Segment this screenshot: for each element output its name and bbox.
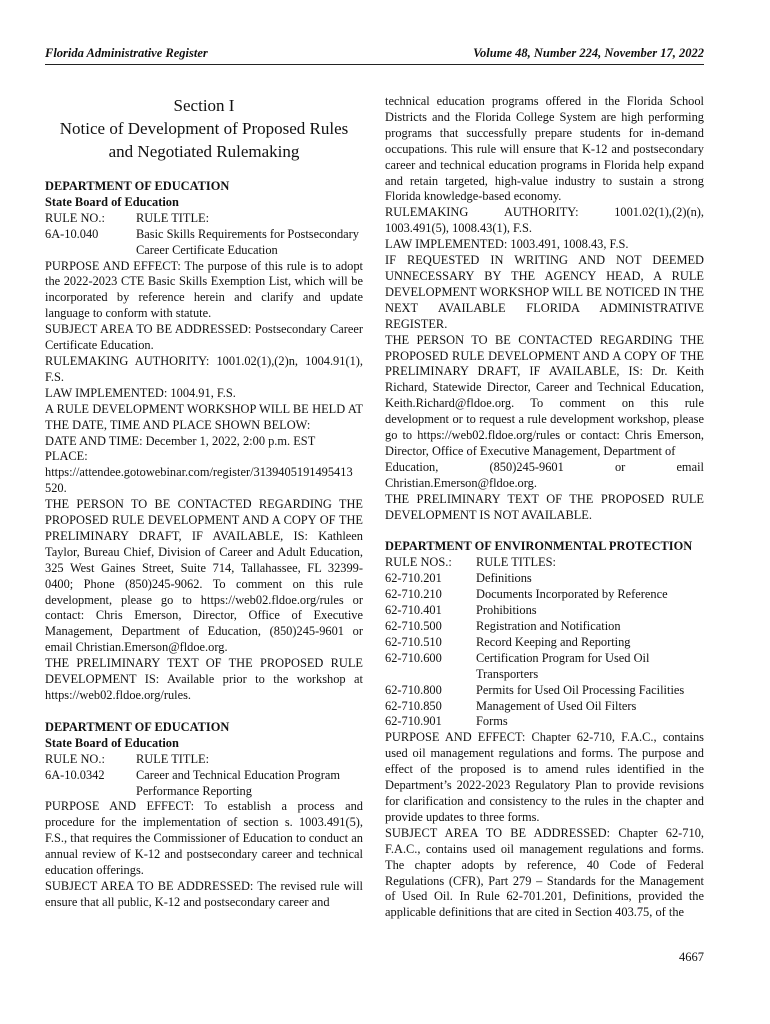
workshop-place-link-cont[interactable]: 520.	[45, 481, 67, 496]
rule-list-item	[385, 635, 704, 651]
rule-no: 6A-10.040	[45, 226, 99, 241]
rule-list-item	[385, 699, 704, 715]
rule-title: Prohibitions	[476, 603, 537, 618]
section-title-line2: Notice of Development of Proposed Rules	[59, 119, 349, 138]
purpose-and-effect: PURPOSE AND EFFECT: To establish a process and procedure for the implementation of section s. 1003.491(5), F.S., that requires the Commissioner of Education to conduct an annual review of K-12 and postsecondary career and technical education offerings.	[45, 799, 363, 878]
rule-no: 62-710.401	[385, 603, 442, 618]
rule-no: 62-710.850	[385, 698, 442, 713]
subject-area: SUBJECT AREA TO BE ADDRESSED: Chapter 62-710, F.A.C., contains used oil management regulations and forms. The chapter adopts by reference, 40 Code of Federal Regulations (CFR), Part 279 – Standards for the Management of Used Oil. In Rule 62-701.201, Definitions, provided the applicable definitions that are cited in Section 403.75, of the	[385, 825, 704, 920]
contact-email[interactable]: Christian.Emerson@fldoe.org.	[385, 475, 537, 490]
notice-environmental-protection	[385, 539, 704, 921]
rule-no: 62-710.901	[385, 714, 442, 729]
rule-title: Forms	[476, 714, 508, 729]
rule-no: 6A-10.0342	[45, 767, 105, 782]
workshop-place-label: PLACE:	[45, 449, 88, 464]
rule-value-row	[45, 227, 363, 259]
rulemaking-authority: RULEMAKING AUTHORITY: 1001.02(1),(2)n, 1004.91(1), F.S.	[45, 353, 363, 384]
rule-no: 62-710.210	[385, 587, 442, 602]
section-title	[45, 94, 363, 163]
purpose-and-effect: PURPOSE AND EFFECT: Chapter 62-710, F.A.C., contains used oil management regulations and forms. The purpose and effect of the proposed is to amend rules identified in the Department’s 2022-2023 Regulatory Plan to provide revisions for clarification and consistency to the rules in the chapter and provide updates to three forms.	[385, 730, 704, 824]
rule-no: 62-710.510	[385, 634, 442, 649]
rule-label-row	[45, 211, 363, 227]
spacer	[385, 523, 704, 539]
authority-label: AUTHORITY:	[503, 205, 579, 220]
rulemaking-label: RULEMAKING	[385, 205, 469, 220]
law-implemented: LAW IMPLEMENTED: 1004.91, F.S.	[45, 385, 236, 400]
rule-title-label: RULE TITLE:	[136, 751, 210, 766]
contact-person: THE PERSON TO BE CONTACTED REGARDING THE PROPOSED RULE DEVELOPMENT AND A COPY OF THE PRELIMINARY DRAFT, IF AVAILABLE, IS: Kathleen Taylor, Bureau Chief, Division of Career and Adult Education, 325 West Gaines Street, Suite 714, Tallahassee, FL 32399-0400; Phone (850)245-9062. To comment on this rule development, please go to https://web02.fldoe.org/rules or contact: Chris Emerson, Director, Office of Executive Management, Department of Education, (850)245-9601 or email Christian.Emerson@fldoe.org.	[45, 497, 363, 655]
rule-label-row	[45, 752, 363, 768]
contact-or: or	[614, 459, 626, 474]
contact-phone-row	[385, 460, 704, 476]
notice-education-6a-10-0342-cont	[385, 94, 704, 523]
left-column	[45, 94, 363, 911]
rule-no-label: RULE NO.:	[45, 210, 105, 225]
rule-list-item	[385, 619, 704, 635]
rule-list	[385, 571, 704, 730]
authority-value: 1001.02(1),(2)(n),	[614, 205, 704, 220]
department-heading: DEPARTMENT OF ENVIRONMENTAL PROTECTION	[385, 539, 693, 554]
rule-no: 62-710.500	[385, 619, 442, 633]
department-heading: DEPARTMENT OF EDUCATION	[45, 719, 230, 734]
page-number: 4667	[679, 950, 704, 964]
section-title-line1: Section I	[173, 96, 235, 115]
workshop-request-notice: IF REQUESTED IN WRITING AND NOT DEEMED UNNECESSARY BY THE AGENCY HEAD, A RULE DEVELOPMENT WORKSHOP WILL BE NOTICED IN THE NEXT AVAILABLE FLORIDA ADMINISTRATIVE REGISTER.	[385, 253, 704, 331]
header-divider	[45, 64, 704, 65]
rule-no: 62-710.201	[385, 571, 442, 586]
spacer	[45, 704, 363, 720]
law-implemented: LAW IMPLEMENTED: 1003.491, 1008.43, F.S.	[385, 237, 629, 252]
rule-label-row	[385, 555, 704, 571]
rule-list-item	[385, 587, 704, 603]
rule-title: Certification Program for Used Oil Transporters	[476, 650, 650, 681]
department-heading: DEPARTMENT OF EDUCATION	[45, 179, 230, 193]
notice-education-6a-10-0342	[45, 720, 363, 911]
rule-list-item	[385, 714, 704, 730]
section-title-line3: and Negotiated Rulemaking	[108, 142, 300, 161]
rule-nos-label: RULE NOS.:	[385, 555, 452, 570]
workshop-date-time: DATE AND TIME: December 1, 2022, 2:00 p.m. EST	[45, 433, 316, 448]
workshop-notice: A RULE DEVELOPMENT WORKSHOP WILL BE HELD AT THE DATE, TIME AND PLACE SHOWN BELOW:	[45, 401, 363, 432]
rule-no: 62-710.600	[385, 650, 442, 665]
right-column	[385, 94, 704, 921]
rule-value-row	[45, 768, 363, 800]
subject-area: SUBJECT AREA TO BE ADDRESSED: Postsecondary Career Certificate Education.	[45, 322, 363, 353]
preliminary-text: THE PRELIMINARY TEXT OF THE PROPOSED RULE DEVELOPMENT IS: Available prior to the workshop at https://web02.fldoe.org/rules.	[45, 656, 363, 702]
rule-title: Documents Incorporated by Reference	[476, 587, 668, 602]
rule-title: Record Keeping and Reporting	[476, 634, 631, 649]
subject-area-start: SUBJECT AREA TO BE ADDRESSED: The revised rule will ensure that all public, K-12 and postsecondary career and	[45, 878, 363, 909]
contact-person: THE PERSON TO BE CONTACTED REGARDING THE PROPOSED RULE DEVELOPMENT AND A COPY OF THE PRELIMINARY DRAFT, IF AVAILABLE, IS: Dr. Keith Richard, Statewide Director, Career and Technical Education, Keith.Richard@fldoe.org. To comment on this rule development or to request a rule development workshop, please go to https://web02.fldoe.org/rules or contact: Chris Emerson, Director, Office of Executive Management, Department of	[385, 332, 704, 458]
preliminary-text: THE PRELIMINARY TEXT OF THE PROPOSED RULE DEVELOPMENT IS NOT AVAILABLE.	[385, 491, 704, 522]
notice-education-6a-10-040	[45, 179, 363, 704]
rule-list-item	[385, 683, 704, 699]
running-header-title: Florida Administrative Register	[45, 46, 208, 60]
rule-title: Definitions	[476, 571, 532, 586]
running-header-issue: Volume 48, Number 224, November 17, 2022	[473, 46, 704, 60]
rule-list-item	[385, 571, 704, 587]
rule-title: Registration and Notification	[476, 619, 621, 633]
rule-list-item	[385, 603, 704, 619]
rule-title: Management of Used Oil Filters	[476, 698, 637, 713]
rule-title: Career and Technical Education Program Performance Reporting	[136, 767, 340, 798]
rule-no-label: RULE NO.:	[45, 751, 105, 766]
rule-titles-label: RULE TITLES:	[476, 555, 556, 570]
subject-area-continued: technical education programs offered in the Florida School Districts and the Florida College System are high performing programs that successfully prepare students for in-demand occupations. This rule will ensure that K-12 and postsecondary career and technical education programs in Florida help expand and retain targeted, high-value industry to sustain a strong Florida knowledge-based economy.	[385, 94, 704, 204]
board-heading: State Board of Education	[45, 194, 179, 209]
rule-title: Basic Skills Requirements for Postsecondary Career Certificate Education	[136, 226, 360, 257]
rule-title: Permits for Used Oil Processing Facilities	[476, 682, 685, 697]
contact-dept: Education,	[385, 459, 439, 474]
purpose-and-effect: PURPOSE AND EFFECT: The purpose of this rule is to adopt the 2022-2023 CTE Basic Skills Exemption List, which will be incorporated by reference herein and clarify and update language to conform with statute.	[45, 258, 363, 321]
authority-value-cont: 1003.491(5), 1008.43(1), F.S.	[385, 221, 533, 236]
contact-email-label: email	[676, 459, 704, 474]
rulemaking-authority-row	[385, 205, 704, 221]
workshop-place-link[interactable]: https://attendee.gotowebinar.com/register/3139405191495413	[45, 465, 353, 480]
rule-list-item	[385, 651, 704, 683]
board-heading: State Board of Education	[45, 735, 179, 750]
contact-phone: (850)245-9601	[489, 459, 564, 474]
rule-title-label: RULE TITLE:	[136, 210, 210, 225]
rule-no: 62-710.800	[385, 682, 442, 697]
